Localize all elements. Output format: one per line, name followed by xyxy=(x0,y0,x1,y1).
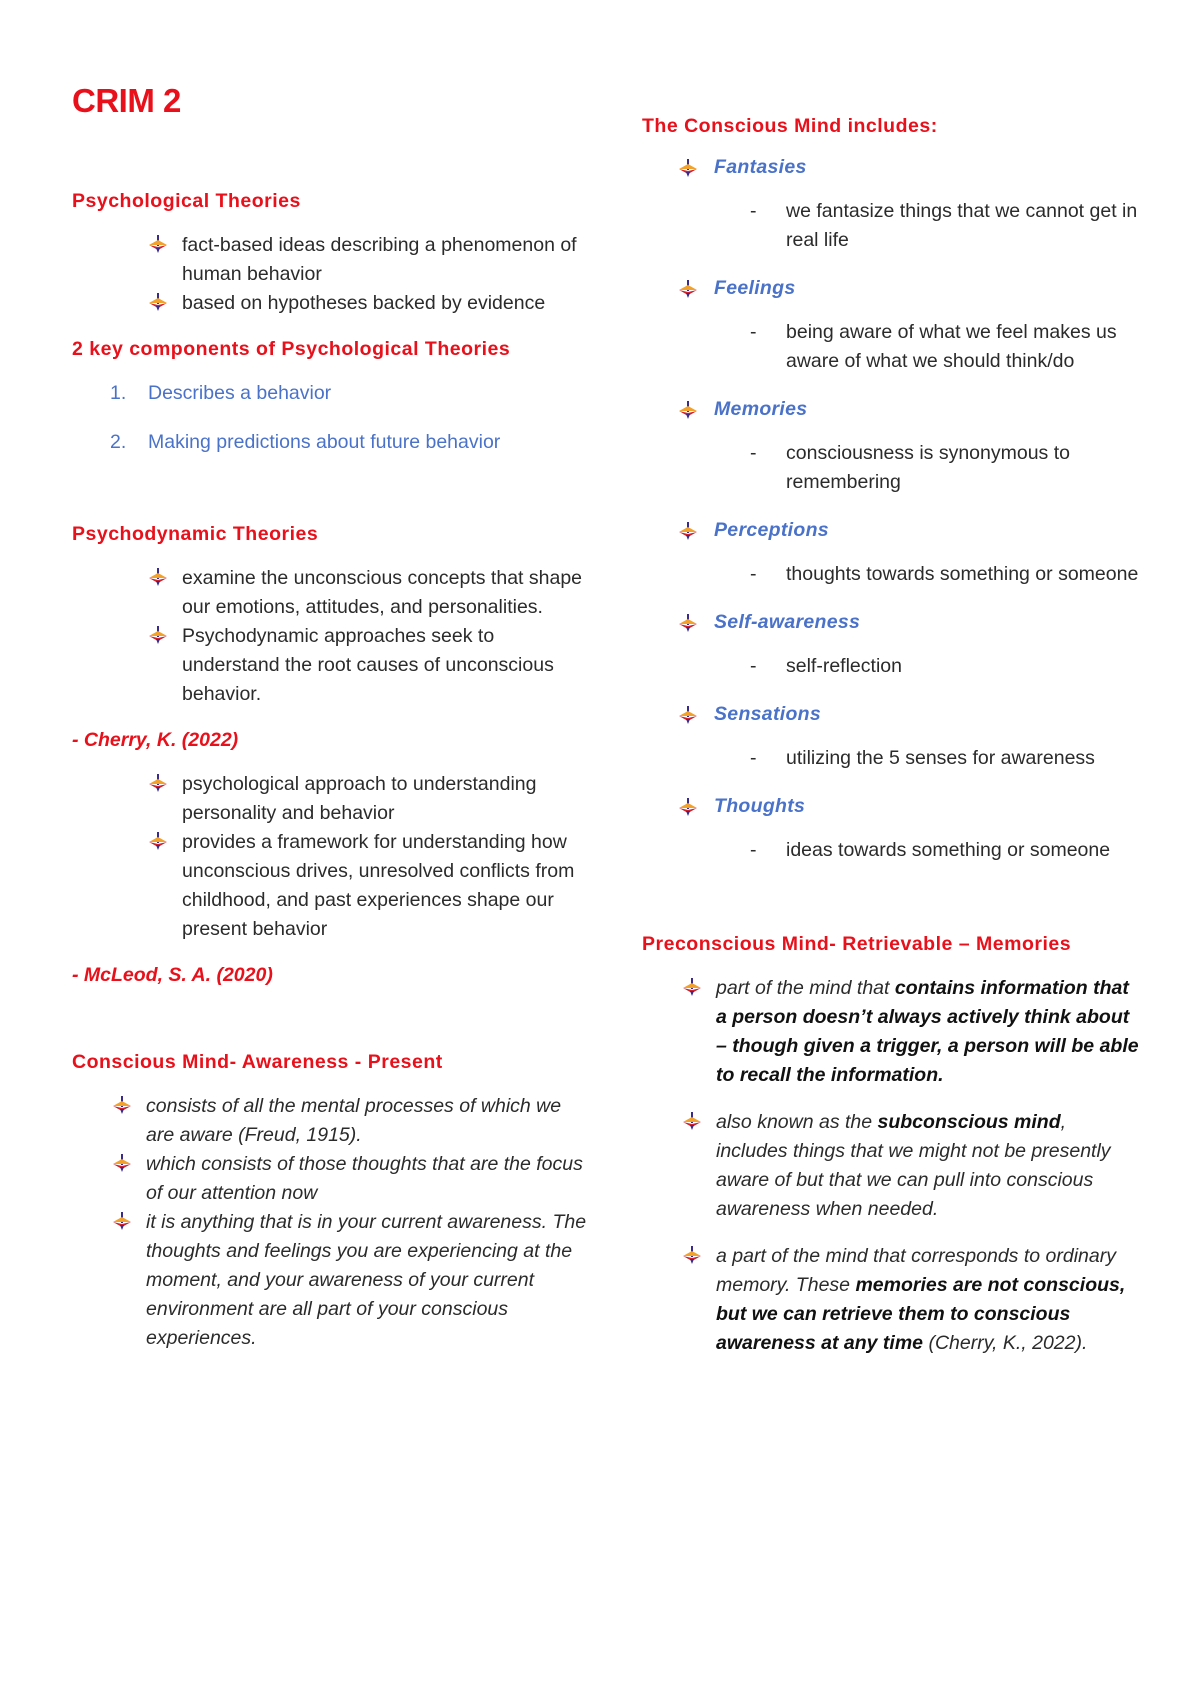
pushpin-arrow-icon xyxy=(678,613,698,633)
category-description: - self-reflection xyxy=(750,655,902,677)
pushpin-arrow-icon xyxy=(678,705,698,725)
category-description: - utilizing the 5 senses for awareness xyxy=(750,747,1095,769)
preconscious-mind-heading: Preconscious Mind- Retrievable – Memories xyxy=(642,933,1072,955)
list-item: part of the mind that contains information that a person doesn’t always actively think about – though given a trigger, a person will be able to recall the information. xyxy=(642,974,1142,1090)
conscious-includes-heading: The Conscious Mind includes: xyxy=(642,115,938,137)
pushpin-arrow-icon xyxy=(678,158,698,178)
list-item: fact-based ideas describing a phenomenon of human behavior xyxy=(72,231,592,289)
key-components-list xyxy=(72,379,592,457)
list-item: it is anything that is in your current awareness. The thoughts and feelings you are experiencing at the moment, and your awareness of your current environment are all part of your conscious experiences. xyxy=(72,1208,592,1353)
right-column xyxy=(642,115,1142,1376)
category-thoughts: Thoughts xyxy=(642,795,1142,818)
pushpin-arrow-icon xyxy=(682,977,702,997)
pushpin-arrow-icon xyxy=(678,521,698,541)
list-item: which consists of those thoughts that are the focus of our attention now xyxy=(72,1150,592,1208)
category-memories: Memories xyxy=(642,398,1142,421)
pushpin-arrow-icon xyxy=(148,567,168,587)
key-components-heading: 2 key components of Psychological Theories xyxy=(72,338,511,360)
list-item: psychological approach to understanding personality and behavior xyxy=(72,770,592,828)
category-description: - we fantasize things that we cannot get in real life xyxy=(750,200,1138,251)
category-sensations: Sensations xyxy=(642,703,1142,726)
pushpin-arrow-icon xyxy=(678,400,698,420)
category-perceptions: Perceptions xyxy=(642,519,1142,542)
conscious-mind-heading: Conscious Mind- Awareness - Present xyxy=(72,1051,443,1073)
list-item: based on hypotheses backed by evidence xyxy=(72,289,592,318)
psychological-theories-heading: Psychological Theories xyxy=(72,190,301,212)
conscious-mind-list xyxy=(72,1092,592,1353)
pushpin-arrow-icon xyxy=(682,1245,702,1265)
category-fantasies: Fantasies xyxy=(642,156,1142,179)
category-description: - consciousness is synonymous to remembering xyxy=(750,442,1070,493)
list-item: 2. Making predictions about future behavior xyxy=(110,431,501,453)
category-description: - being aware of what we feel makes us aware of what we should think/do xyxy=(750,321,1117,372)
pushpin-arrow-icon xyxy=(148,831,168,851)
list-item: also known as the subconscious mind, includes things that we might not be presently aware of but that we can pull into conscious awareness when needed. xyxy=(642,1108,1142,1224)
pushpin-arrow-icon xyxy=(148,773,168,793)
page-title: CRIM 2 xyxy=(72,82,181,119)
category-description: - thoughts towards something or someone xyxy=(750,563,1139,585)
pushpin-arrow-icon xyxy=(148,234,168,254)
pushpin-arrow-icon xyxy=(112,1095,132,1115)
category-description: - ideas towards something or someone xyxy=(750,839,1111,861)
preconscious-list xyxy=(642,974,1142,1358)
psychodynamic-list-2 xyxy=(72,770,592,944)
citation-cherry: - Cherry, K. (2022) xyxy=(72,729,239,751)
pushpin-arrow-icon xyxy=(112,1211,132,1231)
pushpin-arrow-icon xyxy=(112,1153,132,1173)
left-column xyxy=(72,82,592,1353)
pushpin-arrow-icon xyxy=(678,797,698,817)
list-item: Psychodynamic approaches seek to understand the root causes of unconscious behavior. xyxy=(72,622,592,709)
category-self-awareness: Self-awareness xyxy=(642,611,1142,634)
list-item: provides a framework for understanding how unconscious drives, unresolved conflicts from childhood, and past experiences shape our present behavior xyxy=(72,828,592,944)
psychodynamic-theories-heading: Psychodynamic Theories xyxy=(72,523,319,545)
psychodynamic-list xyxy=(72,564,592,709)
pushpin-arrow-icon xyxy=(148,625,168,645)
pushpin-arrow-icon xyxy=(678,279,698,299)
pushpin-arrow-icon xyxy=(682,1111,702,1131)
pushpin-arrow-icon xyxy=(148,292,168,312)
category-feelings: Feelings xyxy=(642,277,1142,300)
list-item: consists of all the mental processes of which we are aware (Freud, 1915). xyxy=(72,1092,592,1150)
psychological-theories-list xyxy=(72,231,592,318)
list-item: 1. Describes a behavior xyxy=(110,382,332,404)
list-item: examine the unconscious concepts that shape our emotions, attitudes, and personalities. xyxy=(72,564,592,622)
citation-mcleod: - McLeod, S. A. (2020) xyxy=(72,964,273,986)
list-item: a part of the mind that corresponds to ordinary memory. These memories are not conscious, but we can retrieve them to conscious awareness at any time (Cherry, K., 2022). xyxy=(642,1242,1142,1358)
